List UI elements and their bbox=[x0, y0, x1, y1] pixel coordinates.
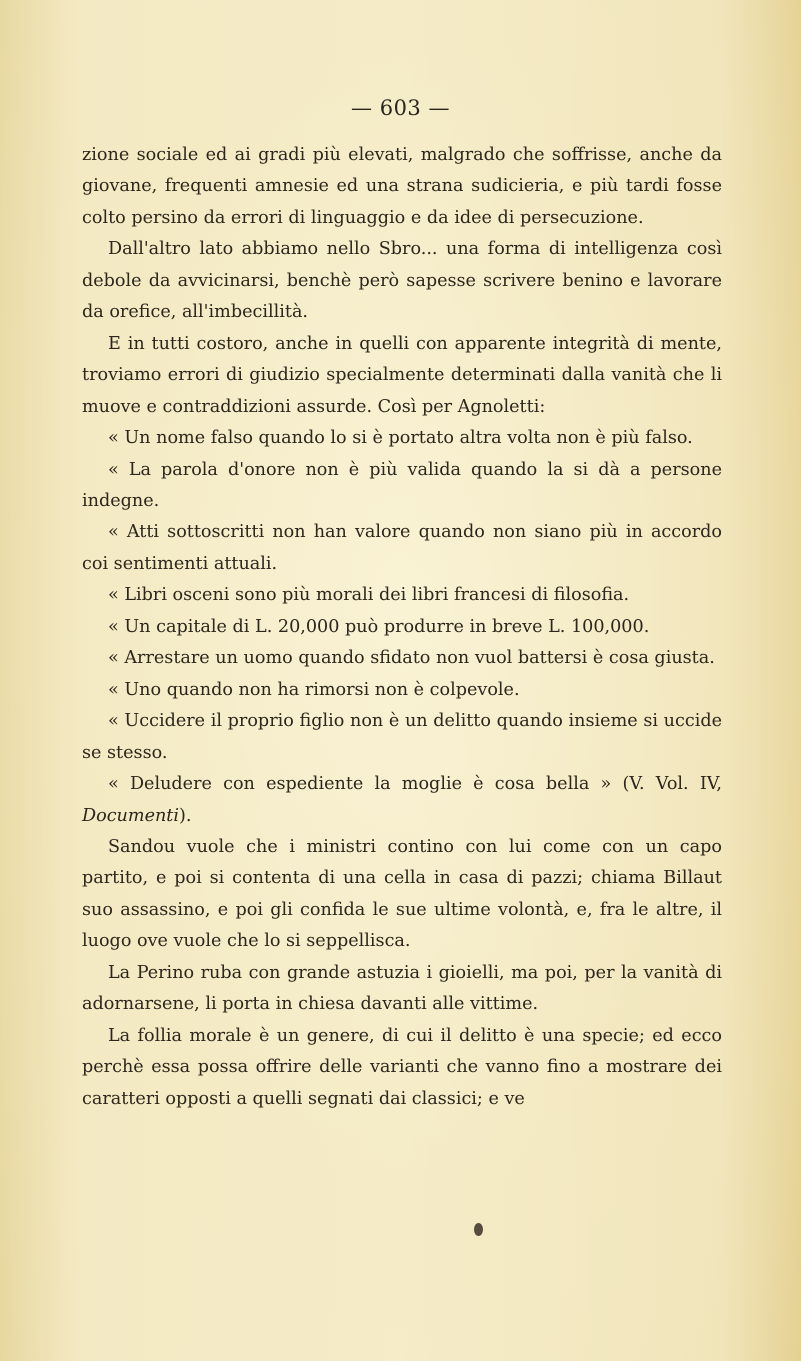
paragraph: La follia morale è un genere, di cui il delitto è una specie; ed ecco perchè essa possa offrire delle varianti che vanno fino a mostrare dei caratteri opposti a quelli segnati dai classici; e ve bbox=[82, 1025, 722, 1109]
paragraph: La Perino ruba con grande astuzia i gioielli, ma poi, per la vanità di adornarsene, li porta in chiesa davanti alle vittime. bbox=[82, 962, 722, 1015]
paragraph: Dall'altro lato abbiamo nello Sbro... una forma di intelligenza così debole da avvicinarsi, benchè però sapesse scrivere benino e lavorare da orefice, all'imbecillità. bbox=[82, 239, 722, 323]
quote-paragraph: « Uccidere il proprio figlio non è un delitto quando insieme si uccide se stesso. bbox=[82, 711, 722, 763]
paragraph: zione sociale ed ai gradi più elevati, malgrado che soffrisse, anche da giovane, frequenti amnesie ed una strana sudicieria, e più tardi fosse colto persino da errori di linguaggio e da idee di persecuzione. bbox=[82, 145, 722, 228]
page-number: — 603 — bbox=[351, 96, 450, 120]
quote-paragraph: « Libri osceni sono più morali dei libri francesi di filosofia. bbox=[108, 585, 630, 606]
paragraph: E in tutti costoro, anche in quelli con apparente integrità di mente, troviamo errori di giudizio specialmente determinati dalla vanità che li muove e contraddizioni assurde. Così per Agnoletti: bbox=[82, 333, 722, 417]
body-text bbox=[82, 140, 722, 1115]
quote-paragraph: « La parola d'onore non è più valida quando la si dà a persone indegne. bbox=[82, 459, 722, 511]
quote-paragraph: « Atti sottoscritti non han valore quando non siano più in accordo coi sentimenti attuali. bbox=[82, 522, 722, 574]
citation-end: ). bbox=[179, 805, 192, 826]
ink-blot bbox=[474, 1223, 483, 1236]
citation-title: Documenti bbox=[82, 805, 180, 826]
quote-paragraph: « Arrestare un uomo quando sfidato non vuol battersi è cosa giusta. bbox=[108, 648, 715, 669]
quote-paragraph: « Uno quando non ha rimorsi non è colpevole. bbox=[108, 679, 520, 700]
quote-paragraph: « Un nome falso quando lo si è portato altra volta non è più falso. bbox=[108, 428, 693, 449]
quote-text: « Deludere con espediente la moglie è cosa bella » (V. Vol. IV, bbox=[108, 774, 722, 795]
paragraph: Sandou vuole che i ministri contino con lui come con un capo partito, e poi si contenta di una cella in casa di pazzi; chiama Billaut suo assassino, e poi gli confida le sue ultime volontà, e, fra le altre, il luogo ove vuole che lo si seppellisca. bbox=[82, 836, 722, 952]
quote-paragraph: « Un capitale di L. 20,000 può produrre in breve L. 100,000. bbox=[108, 616, 650, 637]
quote-paragraph bbox=[82, 769, 722, 832]
